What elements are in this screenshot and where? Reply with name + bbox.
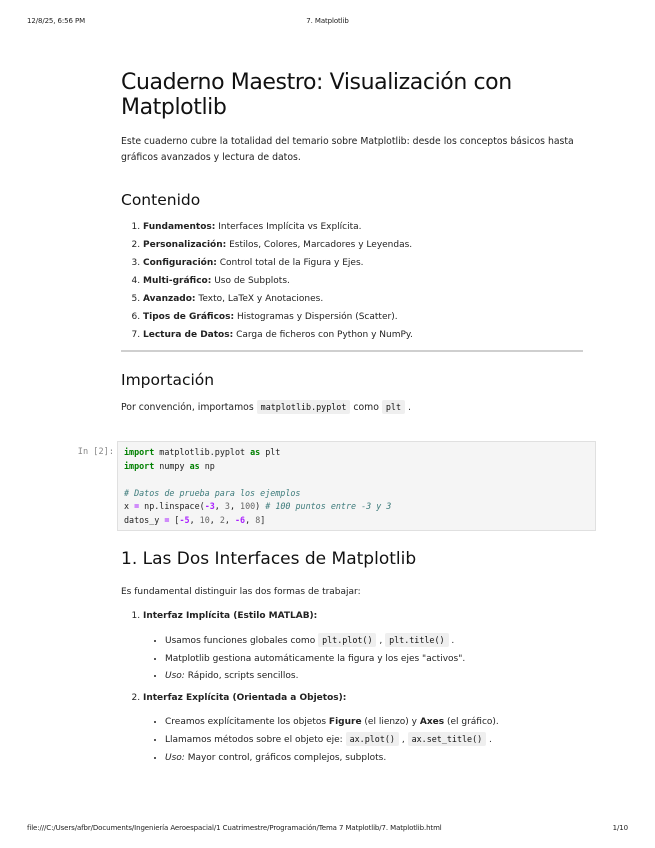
bullet-text: , (376, 636, 386, 646)
import-text-before: Por convención, importamos (121, 402, 257, 413)
bullet-text: Usamos funciones globales como (165, 636, 319, 646)
code-operator: -6 (235, 514, 246, 525)
bullet-item (165, 731, 583, 750)
bullet-label: Uso: (165, 671, 185, 681)
toc-item (143, 326, 583, 344)
toc-item (143, 290, 583, 308)
toc-item (143, 308, 583, 326)
interface-item-explicit (143, 690, 583, 768)
import-heading: Importación (121, 371, 215, 389)
bullet-text: Matplotlib gestiona automáticamente la figura y los ejes "activos". (165, 653, 466, 664)
inline-code-alias: plt (382, 400, 405, 414)
code-text: datos_y (124, 514, 165, 525)
code-keyword: import (124, 447, 155, 457)
toc-item-bold: Multi-gráfico: (143, 276, 212, 286)
import-text-after: . (405, 402, 411, 413)
toc-item-bold: Personalización: (143, 240, 227, 250)
code-comment: # Datos de prueba para los ejemplos (124, 487, 301, 498)
page-title: Cuaderno Maestro: Visualización con Matplotlib (121, 70, 512, 120)
code-text: ) (255, 501, 266, 512)
code-text: [ (169, 514, 180, 525)
code-text: plt (260, 447, 281, 457)
interface-title: Interfaz Explícita (Orientada a Objetos): (143, 692, 347, 703)
toc-item-bold: Avanzado: (143, 294, 196, 304)
toc-item-text: Carga de ficheros con Python y NumPy. (233, 330, 413, 340)
code-operator: = (134, 501, 140, 512)
code-text: , (229, 501, 241, 512)
interface-bullets (143, 714, 583, 768)
bullet-bold: Axes (419, 716, 445, 727)
bullet-text: (el gráfico). (444, 716, 499, 727)
toc-item (143, 218, 583, 236)
bullet-text: . (448, 636, 455, 646)
print-datetime: 12/8/25, 6:56 PM (27, 17, 86, 25)
bullet-text: Rápido, scripts sencillos. (184, 671, 299, 681)
code-comment: # 100 puntos entre -3 y 3 (265, 501, 392, 512)
bullet-label: Uso: (165, 752, 185, 763)
import-text-middle: como (350, 402, 382, 413)
cell-prompt: In [2]: (77, 447, 114, 457)
code-text: , (245, 514, 256, 525)
inline-code-module: matplotlib.pyplot (257, 400, 351, 414)
code-keyword: as (189, 460, 200, 471)
bullet-text: (el lienzo) y (361, 716, 420, 727)
code-operator: -5 (179, 514, 190, 525)
section-interfaces (121, 548, 583, 771)
code-input[interactable] (117, 441, 596, 531)
bullet-bold: Figure (328, 716, 362, 727)
code-text: , (214, 501, 225, 512)
code-text: , (224, 514, 235, 525)
import-paragraph (121, 399, 583, 416)
interface-item-implicit (143, 608, 583, 686)
bullet-text: , (398, 735, 408, 745)
code-text: numpy (154, 460, 190, 471)
inline-code: ax.set_title() (408, 732, 487, 746)
toc-item (143, 236, 583, 254)
toc-item-text: Uso de Subplots. (211, 276, 290, 286)
bullet-item (165, 714, 583, 732)
page-number: 1/10 (612, 824, 628, 832)
notebook-content (121, 70, 583, 416)
toc-item (143, 254, 583, 272)
interface-bullets (143, 632, 583, 686)
code-text: np (199, 460, 215, 471)
interfaces-list (121, 608, 583, 767)
code-text: ] (260, 514, 266, 525)
toc-item-text: Estilos, Colores, Marcadores y Leyendas. (226, 240, 413, 250)
code-number: 100 (240, 501, 256, 512)
toc-item-text: Interfaces Implícita vs Explícita. (215, 222, 362, 232)
intro-paragraph: Este cuaderno cubre la totalidad del temario sobre Matplotlib: desde los conceptos básicos hasta gráficos avanzados y lectura de datos. (121, 136, 574, 163)
code-number: 2 (219, 514, 225, 525)
toc-item-text: Control total de la Figura y Ejes. (216, 258, 364, 268)
code-number: 10 (199, 514, 210, 525)
bullet-item (165, 632, 583, 651)
toc-item-bold: Lectura de Datos: (143, 330, 234, 340)
code-text: np.linspace( (139, 501, 205, 512)
inline-code: plt.title() (385, 633, 448, 647)
toc-item-text: Histogramas y Dispersión (Scatter). (234, 312, 398, 322)
toc-item-bold: Tipos de Gráficos: (143, 312, 235, 322)
bullet-item (165, 668, 583, 686)
code-keyword: as (250, 447, 261, 457)
code-number: 3 (224, 501, 230, 512)
bullet-text: Mayor control, gráficos complejos, subplots. (184, 752, 387, 763)
inline-code: plt.plot() (318, 633, 376, 647)
inline-code: ax.plot() (346, 732, 399, 746)
section-divider (121, 350, 583, 352)
toc-item (143, 272, 583, 290)
toc-item-bold: Fundamentos: (143, 222, 216, 232)
bullet-text: Creamos explícitamente los objetos (165, 716, 329, 727)
toc-list (121, 218, 583, 344)
code-operator: -3 (204, 501, 215, 512)
bullet-text: Llamamos métodos sobre el objeto eje: (165, 735, 346, 745)
toc-item-bold: Configuración: (143, 258, 217, 268)
code-text: x (124, 501, 135, 512)
code-text: , (209, 514, 220, 525)
bullet-item (165, 750, 583, 768)
code-keyword: import (124, 460, 155, 471)
section-intro: Es fundamental distinguir las dos formas de trabajar: (121, 587, 361, 597)
bullet-item (165, 651, 583, 669)
code-number: 8 (255, 514, 261, 525)
print-title: 7. Matplotlib (306, 17, 349, 25)
code-text: , (189, 514, 200, 525)
toc-item-text: Texto, LaTeX y Anotaciones. (195, 294, 324, 304)
code-text: matplotlib.pyplot (154, 447, 251, 457)
section-heading: 1. Las Dos Interfaces de Matplotlib (121, 549, 417, 569)
code-operator: = (164, 514, 170, 525)
file-path: file:///C:/Users/afbr/Documents/Ingeniería Aeroespacial/1 Cuatrimestre/Programación/Tema 7 Matplotlib/7. Matplotlib.html (27, 824, 442, 832)
bullet-text: . (486, 735, 492, 745)
toc-heading: Contenido (121, 191, 201, 209)
interface-title: Interfaz Implícita (Estilo MATLAB): (143, 611, 318, 621)
